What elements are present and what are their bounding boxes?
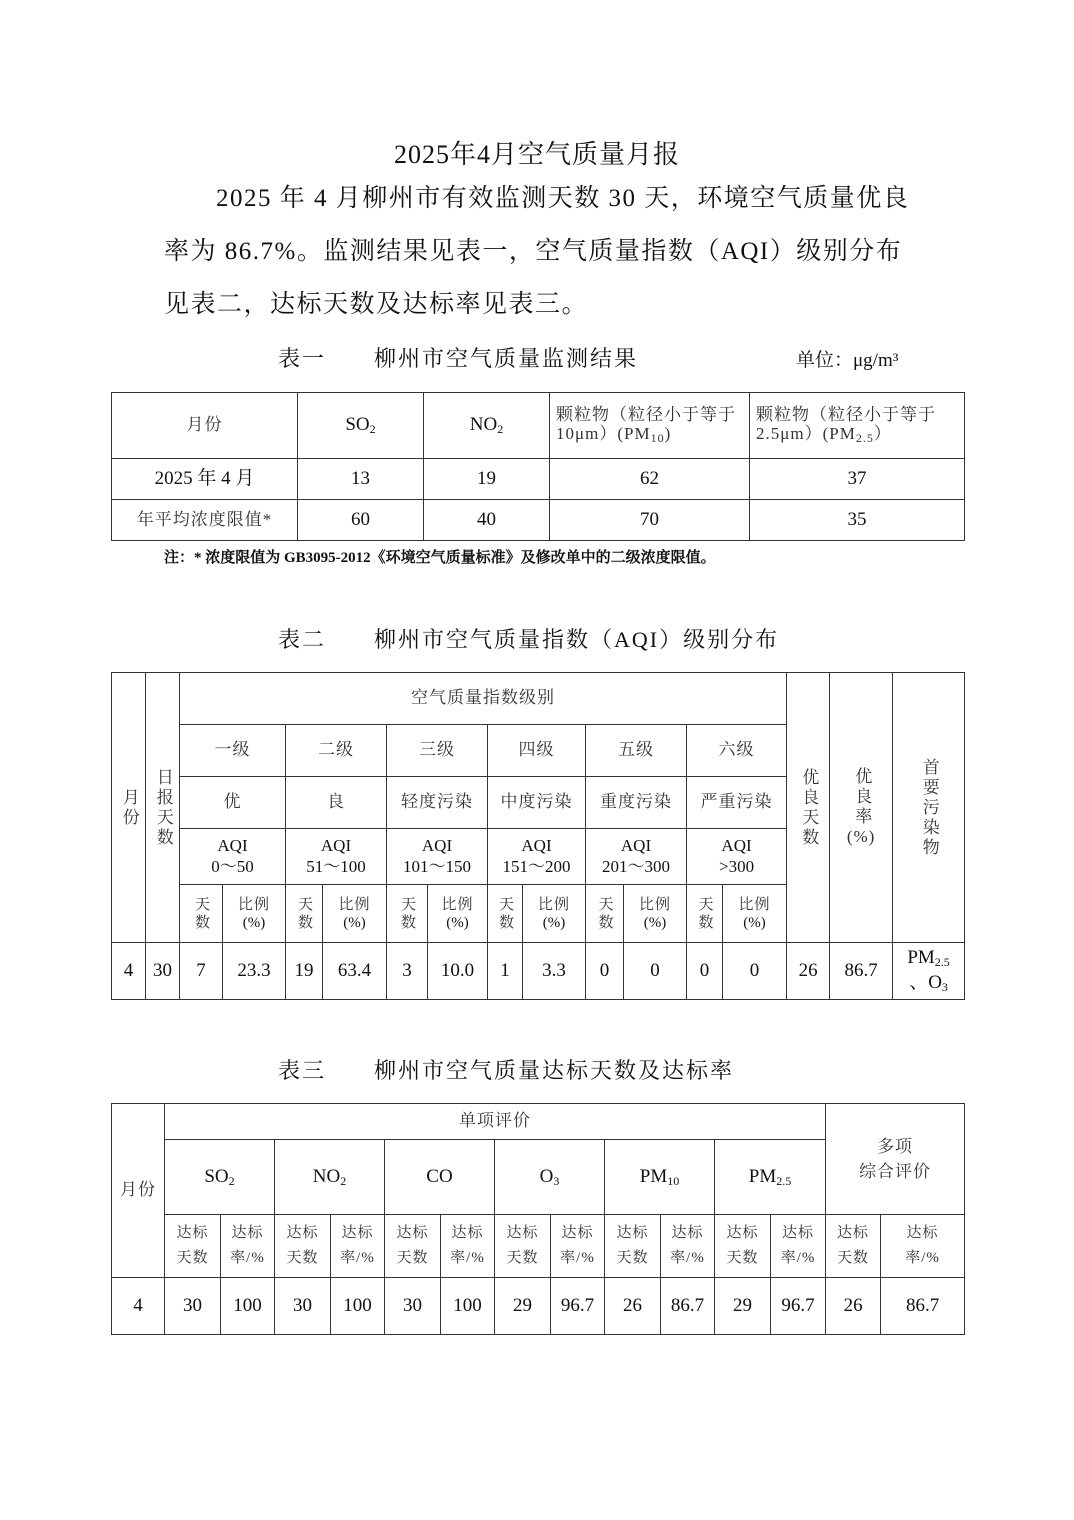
t3-sub-days: 达标 天数 <box>715 1215 771 1278</box>
t3-cell: 29 <box>715 1278 771 1335</box>
t2-aqi-range: AQI 201～300 <box>586 829 687 885</box>
t2-sub-days: 天数 <box>387 885 428 943</box>
t2-level: 三级 <box>387 725 488 777</box>
t2-sub-days: 天数 <box>286 885 323 943</box>
t2-sub-ratio: 比例 (%) <box>428 885 488 943</box>
t2-cell: 0 <box>586 943 624 1000</box>
t3-sub-days: 达标 天数 <box>385 1215 441 1278</box>
table1-caption: 表一 柳州市空气质量监测结果 <box>278 346 639 371</box>
table1-note: 注：* 浓度限值为 GB3095-2012《环境空气质量标准》及修改单中的二级浓度限值。 <box>164 550 716 566</box>
t2-sub-days: 天数 <box>488 885 523 943</box>
t2-level: 六级 <box>687 725 787 777</box>
t2-cell: 3 <box>387 943 428 1000</box>
t1-cell: 37 <box>750 459 965 500</box>
t1-cell: 70 <box>550 500 750 541</box>
t1-cell: 19 <box>424 459 550 500</box>
t2-sub-ratio: 比例 (%) <box>723 885 787 943</box>
t3-cell: 30 <box>275 1278 331 1335</box>
t3-cell: 26 <box>605 1278 661 1335</box>
t3-cell: 96.7 <box>551 1278 605 1335</box>
t3-cell: 96.7 <box>771 1278 826 1335</box>
t3-sub-days: 达标 天数 <box>605 1215 661 1278</box>
t1-cell: 2025 年 4 月 <box>112 459 298 500</box>
t2-sub-days: 天数 <box>180 885 223 943</box>
t2-cell: 3.3 <box>523 943 586 1000</box>
t2-aqi-range: AQI 151～200 <box>488 829 586 885</box>
t3-sub-days: 达标 天数 <box>275 1215 331 1278</box>
t2-cell: 4 <box>112 943 146 1000</box>
summary-text: 2025 年 4 月柳州市有效监测天数 30 天，环境空气质量优良率为 86.7%。监测结果见表一，空气质量指数（AQI）级别分布见表二，达标天数及达标率见表三。 <box>164 185 910 318</box>
table-row <box>112 459 965 500</box>
t1-cell: 62 <box>550 459 750 500</box>
t2-category: 严重污染 <box>687 777 787 829</box>
t2-cell: 63.4 <box>323 943 387 1000</box>
t2-aqi-range: AQI 101～150 <box>387 829 488 885</box>
t2-cell: 30 <box>146 943 180 1000</box>
t3-cell: 100 <box>221 1278 275 1335</box>
t1-h-pm10: 颗粒物（粒径小于等于 $10\mu m)(PM_{10})$ <box>550 393 750 459</box>
t3-cell: 100 <box>331 1278 385 1335</box>
t3-sub-days: 达标 天数 <box>826 1215 881 1278</box>
t1-cell: 35 <box>750 500 965 541</box>
t3-sub-rate: 达标 率/% <box>441 1215 495 1278</box>
t3-pollutant: CO <box>385 1140 495 1215</box>
t2-sub-ratio: 比例 (%) <box>523 885 586 943</box>
t3-cell: 29 <box>495 1278 551 1335</box>
t2-category: 重度污染 <box>586 777 687 829</box>
t2-h-group: 空气质量指数级别 <box>180 673 787 725</box>
t2-cell: 10.0 <box>428 943 488 1000</box>
t2-cell: 0 <box>624 943 687 1000</box>
t2-category: 良 <box>286 777 387 829</box>
t1-cell: 13 <box>298 459 424 500</box>
t3-cell: 100 <box>441 1278 495 1335</box>
t3-sub-rate: 达标 率/% <box>331 1215 385 1278</box>
t1-h-no2: $NO_2$ <box>424 393 550 459</box>
t2-sub-ratio: 比例 (%) <box>223 885 286 943</box>
t2-level: 五级 <box>586 725 687 777</box>
t3-cell: 26 <box>826 1278 881 1335</box>
t2-sub-days: 天数 <box>687 885 723 943</box>
t3-sub-rate: 达标 率/% <box>551 1215 605 1278</box>
t2-level: 二级 <box>286 725 387 777</box>
t2-level: 四级 <box>488 725 586 777</box>
t3-cell: 30 <box>385 1278 441 1335</box>
table-row <box>112 943 965 1000</box>
t2-cell: 26 <box>787 943 830 1000</box>
t1-cell: 60 <box>298 500 424 541</box>
t3-pollutant: $PM_{10}$ <box>605 1140 715 1215</box>
t3-cell: 30 <box>165 1278 221 1335</box>
t2-cell: 86.7 <box>830 943 893 1000</box>
t2-sub-days: 天数 <box>586 885 624 943</box>
t3-h-month: 月份 <box>112 1104 165 1278</box>
t2-primary-pollutant: $PM_{2.5}$ 、$O_3$ <box>893 943 965 1000</box>
t3-h-group: 单项评价 <box>165 1104 826 1140</box>
t2-cell: 7 <box>180 943 223 1000</box>
t3-cell: 86.7 <box>881 1278 965 1335</box>
page-title: 2025年4月空气质量月报 <box>393 140 680 169</box>
t2-h-month: 月份 <box>112 673 146 943</box>
t1-cell: 年平均浓度限值* <box>112 500 298 541</box>
t2-h-primary: 首要污染物 <box>893 673 965 943</box>
table2 <box>111 672 965 1000</box>
table-row <box>112 500 965 541</box>
t2-h-days: 日报天数 <box>146 673 180 943</box>
t2-cell: 0 <box>723 943 787 1000</box>
table1-header-row <box>112 393 965 459</box>
t1-h-pm25: 颗粒物（粒径小于等于 $2.5\mu m)(PM_{2.5})$ <box>750 393 965 459</box>
t2-category: 优 <box>180 777 286 829</box>
t3-pollutant: $O_3$ <box>495 1140 605 1215</box>
t2-h-good-days: 优良天数 <box>787 673 830 943</box>
t1-h-so2: $SO_2$ <box>298 393 424 459</box>
t3-sub-rate: 达标 率/% <box>221 1215 275 1278</box>
t3-sub-rate: 达标 率/% <box>661 1215 715 1278</box>
table-row <box>112 1278 965 1335</box>
t2-aqi-range: AQI >300 <box>687 829 787 885</box>
t2-category: 轻度污染 <box>387 777 488 829</box>
t2-h-good-rate: 优良率 (%) <box>830 673 893 943</box>
t2-level: 一级 <box>180 725 286 777</box>
t2-cell: 1 <box>488 943 523 1000</box>
t2-sub-ratio: 比例 (%) <box>323 885 387 943</box>
t3-sub-rate: 达标 率/% <box>771 1215 826 1278</box>
table1 <box>111 392 965 541</box>
t3-sub-days: 达标 天数 <box>165 1215 221 1278</box>
t2-sub-ratio: 比例 (%) <box>624 885 687 943</box>
table3 <box>111 1103 965 1335</box>
t2-cell: 0 <box>687 943 723 1000</box>
t3-cell: 86.7 <box>661 1278 715 1335</box>
table1-unit: 单位：μg/m³ <box>796 350 899 371</box>
t1-h-month: 月份 <box>112 393 298 459</box>
t1-cell: 40 <box>424 500 550 541</box>
t2-aqi-range: AQI 0～50 <box>180 829 286 885</box>
t2-cell: 23.3 <box>223 943 286 1000</box>
summary-paragraph <box>164 172 924 331</box>
t3-sub-days: 达标 天数 <box>495 1215 551 1278</box>
t3-sub-rate: 达标 率/% <box>881 1215 965 1278</box>
t3-cell: 4 <box>112 1278 165 1335</box>
table2-caption: 表二 柳州市空气质量指数（AQI）级别分布 <box>278 627 780 652</box>
table3-caption: 表三 柳州市空气质量达标天数及达标率 <box>278 1058 735 1083</box>
t2-aqi-range: AQI 51～100 <box>286 829 387 885</box>
t3-pollutant: $SO_2$ <box>165 1140 275 1215</box>
t3-pollutant: $PM_{2.5}$ <box>715 1140 826 1215</box>
t3-pollutant: $NO_2$ <box>275 1140 385 1215</box>
t3-h-multi: 多项 综合评价 <box>826 1104 965 1215</box>
t2-cell: 19 <box>286 943 323 1000</box>
t2-category: 中度污染 <box>488 777 586 829</box>
